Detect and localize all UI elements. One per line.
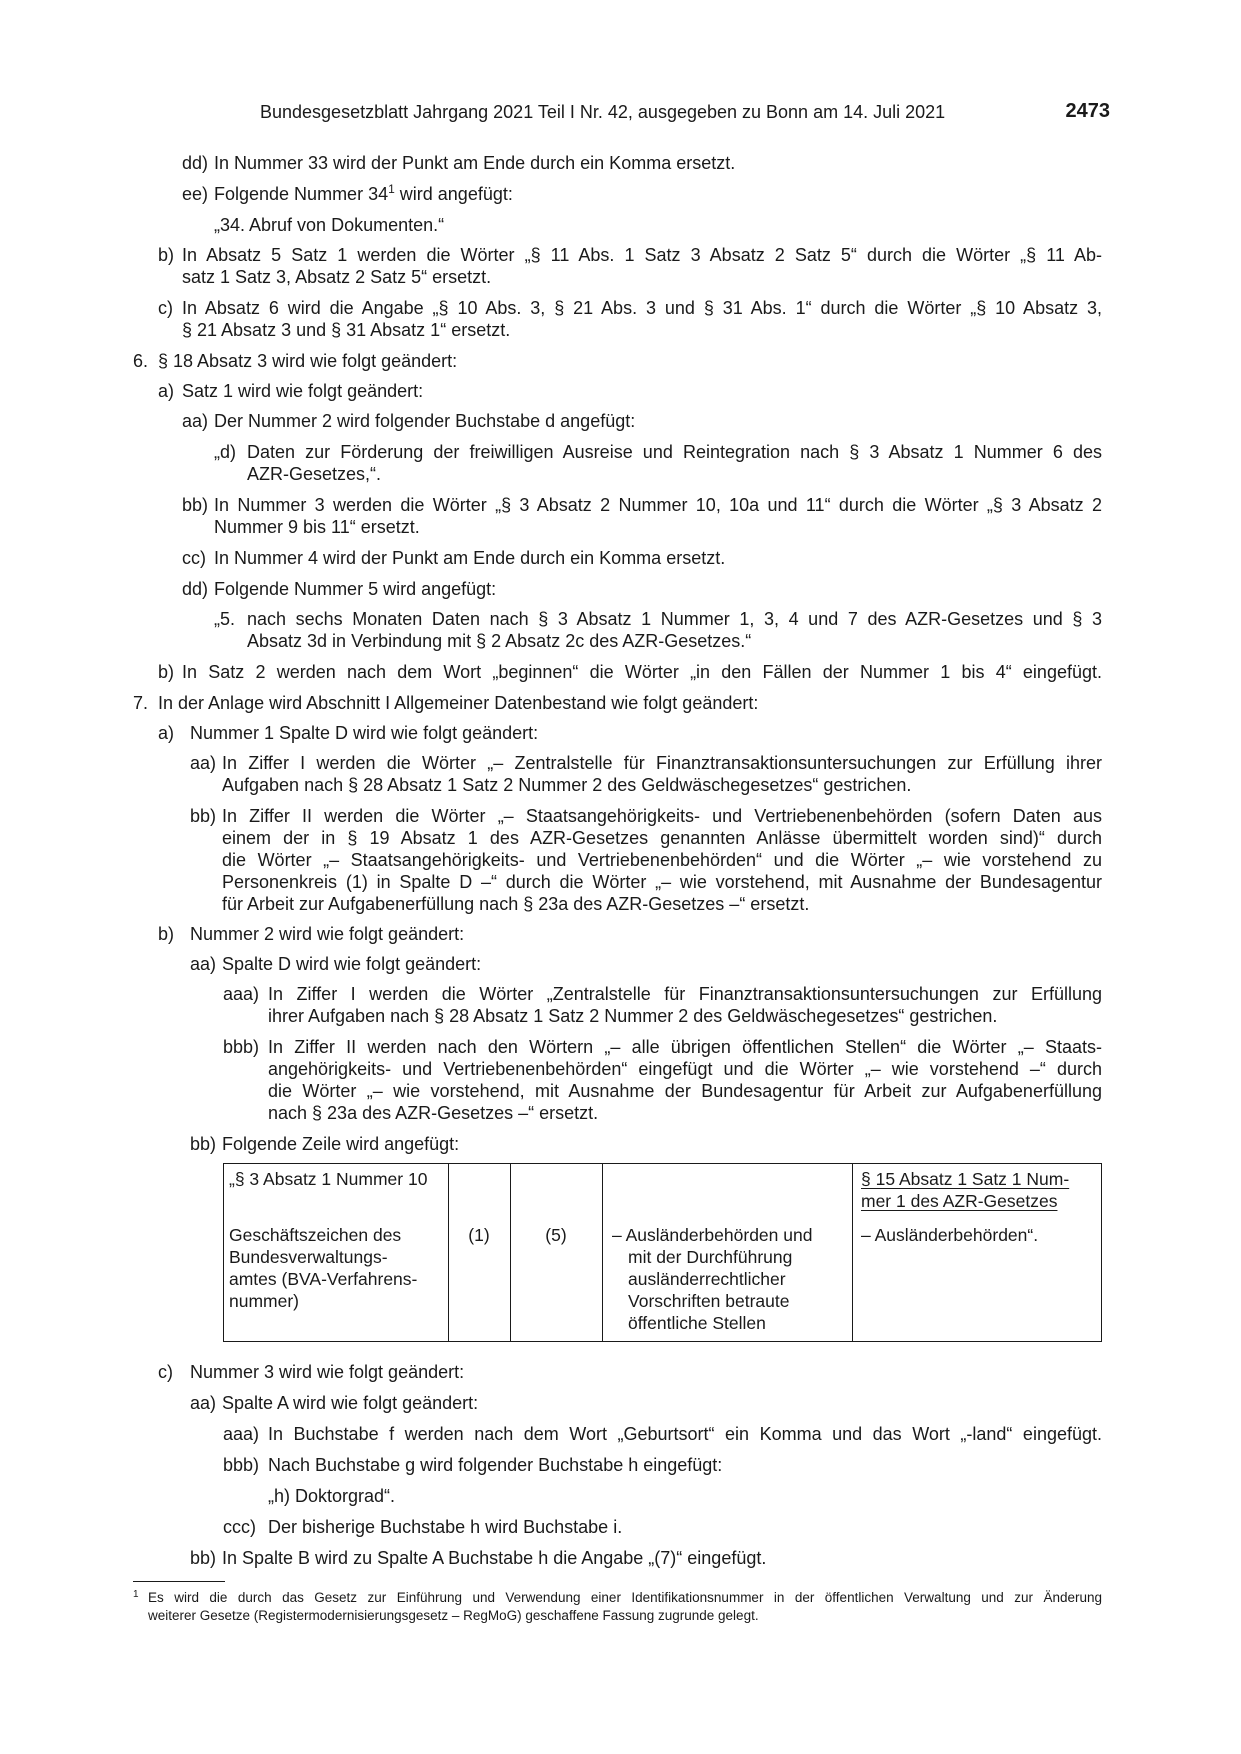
item-text: Folgende Nummer 5 wird angefügt: (214, 579, 497, 599)
item-text: Spalte D wird wie folgt geändert: (222, 954, 482, 974)
item-text-line: AZR-Gesetzes,“. (247, 464, 382, 484)
cell-line: nummer) (229, 1291, 300, 1311)
item-text: Nummer 2 wird wie folgt geändert: (190, 924, 465, 944)
item-text: Der bisherige Buchstabe h wird Buchstabe i. (268, 1517, 623, 1537)
item-text-line: ihrer Aufgaben nach § 28 Absatz 1 Satz 2 Nummer 2 des Geldwäschegesetzes“ gestrichen. (268, 1006, 998, 1026)
cell-line: öffentliche Stellen (628, 1313, 766, 1333)
cell-line: ausländerrechtlicher (628, 1269, 786, 1289)
item-label: „5. (214, 609, 236, 629)
item-text: In Spalte B wird zu Spalte A Buchstabe h die Angabe „(7)“ eingefügt. (222, 1548, 767, 1568)
table-cell-c: (5) (545, 1225, 567, 1245)
item-text-part: Folgende Nummer 34 (214, 184, 389, 204)
item-text: Nach Buchstabe g wird folgender Buchstabe h eingefügt: (268, 1455, 723, 1475)
item-text-line: Nummer 9 bis 11“ ersetzt. (214, 517, 420, 537)
item-text-line: In Absatz 5 Satz 1 werden die Wörter „§ 11 Abs. 1 Satz 3 Absatz 2 Satz 5“ durch die Wörter „§ 11 Ab- (182, 245, 1102, 265)
item-text-line: satz 1 Satz 3, Absatz 2 Satz 5“ ersetzt. (182, 267, 492, 287)
item-text: In Nummer 4 wird der Punkt am Ende durch ein Komma ersetzt. (214, 548, 726, 568)
item-label: aa) (190, 1393, 217, 1413)
cell-line: § 15 Absatz 1 Satz 1 Num- (861, 1169, 1070, 1189)
item-text: In der Anlage wird Abschnitt I Allgemeiner Datenbestand wie folgt geändert: (158, 693, 759, 713)
amendment-table (223, 1163, 1102, 1342)
item-label: ccc) (223, 1517, 256, 1537)
cell-line: Bundesverwaltungs- (229, 1247, 388, 1267)
item-text: In Nummer 33 wird der Punkt am Ende durch ein Komma ersetzt. (214, 153, 736, 173)
item-text-line: die Wörter „– wie vorstehend, mit Ausnahme der Bundesagentur für Arbeit zur Aufgabenerfüllung (268, 1081, 1102, 1101)
item-text: § 18 Absatz 3 wird wie folgt geändert: (158, 351, 458, 371)
item-label: bb) (190, 806, 217, 826)
item-text-line: § 21 Absatz 3 und § 31 Absatz 1“ ersetzt. (182, 320, 511, 340)
footnote-line: Es wird die durch das Gesetz zur Einführung und Verwendung einer Identifikationsnummer in der öffentlichen Verwaltung und zur Änderung (148, 1590, 1102, 1605)
table-divider (852, 1164, 853, 1341)
footnote-text (148, 1589, 1102, 1625)
item-label: bbb) (223, 1037, 260, 1057)
item-text: Folgende Zeile wird angefügt: (222, 1134, 460, 1154)
item-text-line: die Wörter „– Staatsangehörigkeits- und Vertriebenenbehörden“ und die Wörter „– wie vorstehend zu (222, 850, 1102, 870)
item-label: bb) (182, 495, 209, 515)
cell-line: amtes (BVA-Verfahrens- (229, 1269, 418, 1289)
table-cell-e-top (861, 1168, 1069, 1212)
item-label: bb) (190, 1548, 217, 1568)
item-text: In Buchstabe f werden nach dem Wort „Geburtsort“ ein Komma und das Wort „-land“ eingefügt. (268, 1424, 1102, 1444)
table-divider (602, 1164, 603, 1341)
footnote-number: 1 (133, 1589, 139, 1600)
footnote-line: weiterer Gesetze (Registermodernisierungsgesetz – RegMoG) geschaffene Fassung zugrunde gelegt. (148, 1608, 759, 1623)
item-label: „d) (214, 442, 236, 462)
item-text-line: Aufgaben nach § 28 Absatz 1 Satz 2 Nummer 2 des Geldwäschegesetzes“ gestrichen. (222, 775, 912, 795)
item-label: cc) (182, 548, 206, 568)
item-label: aaa) (223, 984, 260, 1004)
item-text-part: wird angefügt: (394, 184, 513, 204)
item-text-line: In Absatz 6 wird die Angabe „§ 10 Abs. 3, § 21 Abs. 3 und § 31 Abs. 1“ durch die Wörter „§ 10 Absatz 3, (182, 298, 1102, 318)
item-label: bb) (190, 1134, 217, 1154)
table-cell-d (612, 1224, 812, 1334)
item-text: Nummer 1 Spalte D wird wie folgt geändert: (190, 723, 539, 743)
table-cell-e: – Ausländerbehörden“. (861, 1225, 1039, 1245)
item-text: Spalte A wird wie folgt geändert: (222, 1393, 479, 1413)
item-text-line: In Ziffer II werden die Wörter „– Staatsangehörigkeits- und Vertriebenenbehörden (sofern Daten aus (222, 806, 1102, 826)
item-label: dd) (182, 579, 209, 599)
item-text: Nummer 3 wird wie folgt geändert: (190, 1362, 465, 1382)
item-text-line: In Ziffer I werden die Wörter „– Zentralstelle für Finanztransaktionsuntersuchungen zur Erfüllung ihrer (222, 753, 1102, 773)
item-label: b) (158, 662, 175, 682)
item-text-line: Absatz 3d in Verbindung mit § 2 Absatz 2c des AZR-Gesetzes.“ (247, 631, 752, 651)
table-divider (510, 1164, 511, 1341)
item-label: 6. (133, 351, 149, 371)
item-label: ee) (182, 184, 209, 204)
item-text: In Satz 2 werden nach dem Wort „beginnen“ die Wörter „in den Fällen der Nummer 1 bis 4“ eingefügt. (182, 662, 1102, 682)
item-text-line: einem der in § 19 Absatz 1 des AZR-Gesetzes genannten Anlässe übermittelt worden sind)“ durch (222, 828, 1102, 848)
item-text-line: Daten zur Förderung der freiwilligen Ausreise und Reintegration nach § 3 Absatz 1 Nummer 6 des (247, 442, 1102, 462)
item-label: 7. (133, 693, 149, 713)
quoted-text: „h) Doktorgrad“. (268, 1486, 396, 1506)
item-label: aa) (190, 753, 217, 773)
item-label: aa) (190, 954, 217, 974)
footnote-divider (133, 1581, 225, 1582)
item-label: a) (158, 381, 175, 401)
item-text: Satz 1 wird wie folgt geändert: (182, 381, 424, 401)
item-label: b) (158, 924, 175, 944)
table-cell-b: (1) (468, 1225, 490, 1245)
item-text-line: In Ziffer II werden nach den Wörtern „– alle übrigen öffentlichen Stellen“ die Wörter „– Staats- (268, 1037, 1102, 1057)
item-label: b) (158, 245, 175, 265)
footnote-ref: 1 (388, 182, 395, 196)
item-text-line: In Ziffer I werden die Wörter „Zentralstelle für Finanztransaktionsuntersuchungen zur Erfüllung (268, 984, 1102, 1004)
quoted-text: „34. Abruf von Dokumenten.“ (214, 215, 445, 235)
item-text-line: Personenkreis (1) in Spalte D –“ durch die Wörter „– wie vorstehend, mit Ausnahme der Bundesagentur (222, 872, 1102, 892)
table-divider (448, 1164, 449, 1341)
cell-line: mer 1 des AZR-Gesetzes (861, 1191, 1058, 1211)
item-label: aa) (182, 411, 209, 431)
page-number: 2473 (1065, 100, 1110, 122)
cell-line: Vorschriften betraute (628, 1291, 790, 1311)
table-cell-a-top: „§ 3 Absatz 1 Nummer 10 (229, 1169, 428, 1189)
item-text-line: nach § 23a des AZR-Gesetzes –“ ersetzt. (268, 1103, 599, 1123)
item-label: aaa) (223, 1424, 260, 1444)
item-text-line: In Nummer 3 werden die Wörter „§ 3 Absatz 2 Nummer 10, 10a und 11“ durch die Wörter „§ 3 Absatz 2 (214, 495, 1102, 515)
item-text-line: für Arbeit zur Aufgabenerfüllung nach § 23a des AZR-Gesetzes –“ ersetzt. (222, 894, 810, 914)
header-title: Bundesgesetzblatt Jahrgang 2021 Teil I Nr. 42, ausgegeben zu Bonn am 14. Juli 2021 (260, 102, 946, 122)
item-label: dd) (182, 153, 209, 173)
item-text: Der Nummer 2 wird folgender Buchstabe d angefügt: (214, 411, 636, 431)
item-text-line: angehörigkeits- und Vertriebenenbehörden“ eingefügt und die Wörter „– wie vorstehend –“ durch (268, 1059, 1102, 1079)
cell-line: Geschäftszeichen des (229, 1225, 402, 1245)
item-label: bbb) (223, 1455, 260, 1475)
item-label: c) (158, 298, 173, 318)
item-label: c) (158, 1362, 173, 1382)
item-text-line: nach sechs Monaten Daten nach § 3 Absatz 1 Nummer 1, 3, 4 und 7 des AZR-Gesetzes und § 3 (247, 609, 1102, 629)
table-cell-a (229, 1224, 417, 1312)
cell-line: mit der Durchführung (628, 1247, 793, 1267)
cell-line: – Ausländerbehörden und (612, 1225, 813, 1245)
item-text (214, 183, 513, 205)
item-label: a) (158, 723, 175, 743)
